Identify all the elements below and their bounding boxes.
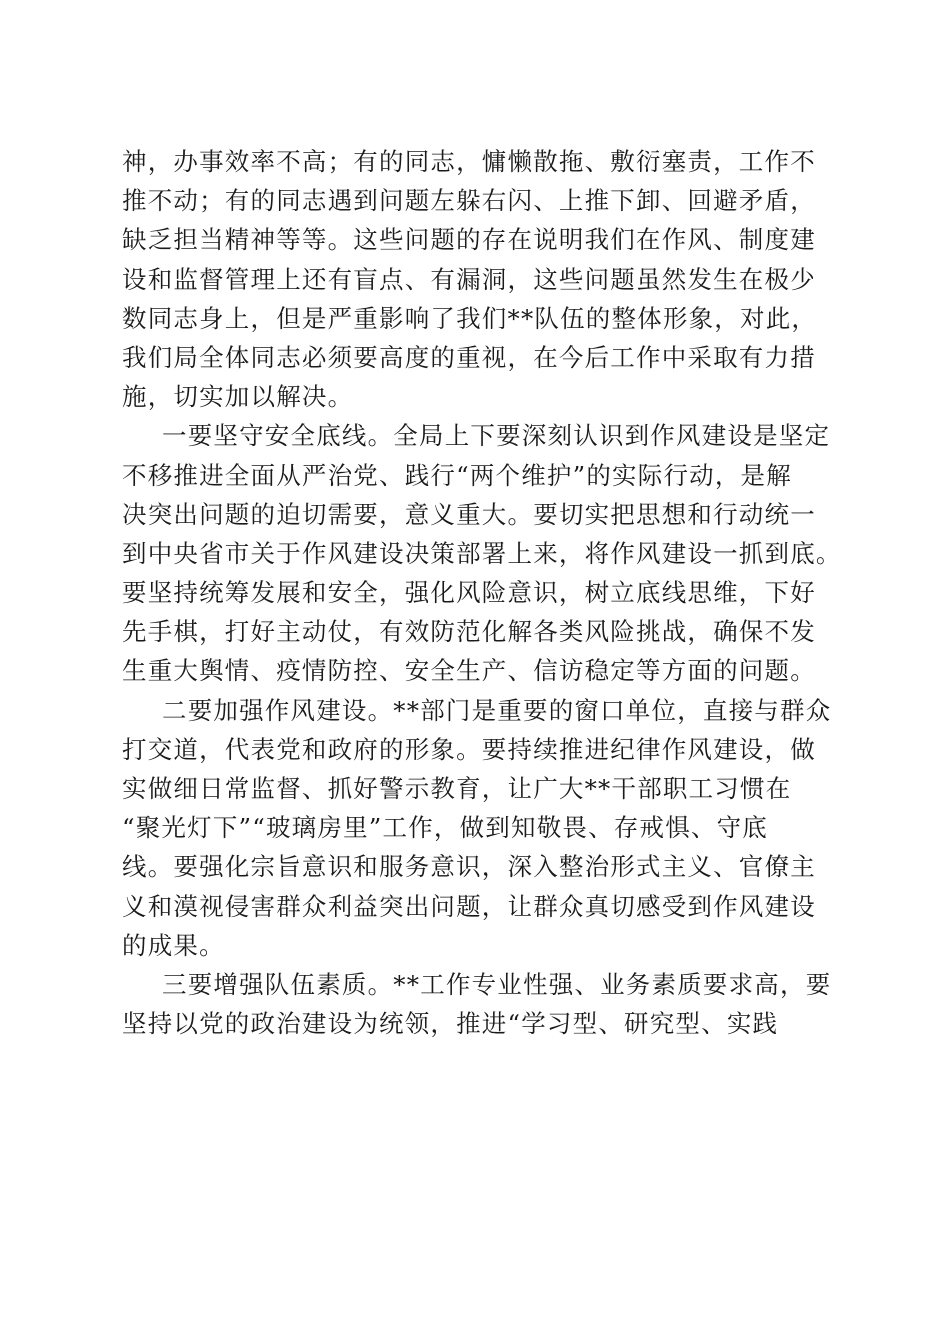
- text-line: 设和监督管理上还有盲点、有漏洞，这些问题虽然发生在极少: [122, 264, 816, 294]
- text-line: 决突出问题的迫切需要，意义重大。要切实把思想和行动统一: [122, 499, 816, 529]
- text-line: 坚持以党的政治建设为统领，推进“学习型、研究型、实践: [122, 1009, 779, 1039]
- text-line: 我们局全体同志必须要高度的重视，在今后工作中采取有力措: [122, 342, 816, 372]
- text-line: 神，办事效率不高；有的同志，慵懒散拖、敷衍塞责，工作不: [122, 147, 816, 176]
- text-line: 施，切实加以解决。: [122, 382, 354, 412]
- text-line: 实做细日常监督、抓好警示教育，让广大**干部职工习惯在: [122, 774, 792, 803]
- text-line: 打交道，代表党和政府的形象。要持续推进纪律作风建设，做: [122, 734, 816, 764]
- text-line: 推不动；有的同志遇到问题左躲右闪、上推下卸、回避矛盾，: [122, 186, 816, 216]
- paragraph-start-line: 一要坚守安全底线。全局上下要深刻认识到作风建设是坚定: [162, 421, 831, 451]
- text-line: 数同志身上，但是严重影响了我们**队伍的整体形象，对此，: [122, 303, 818, 333]
- text-line: 要坚持统筹发展和安全，强化风险意识，树立底线思维，下好: [122, 578, 816, 608]
- text-line: 生重大舆情、疫情防控、安全生产、信访稳定等方面的问题。: [122, 656, 816, 686]
- text-line: “聚光灯下”“玻璃房里”工作，做到知敬畏、存戒惧、守底: [122, 813, 768, 843]
- paragraph-start-line: 三要增强队伍素质。**工作专业性强、业务素质要求高，要: [162, 969, 832, 999]
- document-body: [122, 142, 842, 1043]
- text-line: 缺乏担当精神等等。这些问题的存在说明我们在作风、制度建: [122, 225, 816, 255]
- paragraph-start-line: 二要加强作风建设。**部门是重要的窗口单位，直接与群众: [162, 695, 832, 725]
- text-line: 不移推进全面从严治党、践行“两个维护”的实际行动，是解: [122, 460, 792, 490]
- text-line: 到中央省市关于作风建设决策部署上来，将作风建设一抓到底。: [122, 538, 842, 568]
- text-line: 先手棋，打好主动仗，有效防范化解各类风险挑战，确保不发: [122, 617, 816, 647]
- text-line: 义和漠视侵害群众利益突出问题，让群众真切感受到作风建设: [122, 891, 816, 921]
- text-line: 线。要强化宗旨意识和服务意识，深入整治形式主义、官僚主: [122, 852, 816, 882]
- text-line: 的成果。: [122, 930, 225, 960]
